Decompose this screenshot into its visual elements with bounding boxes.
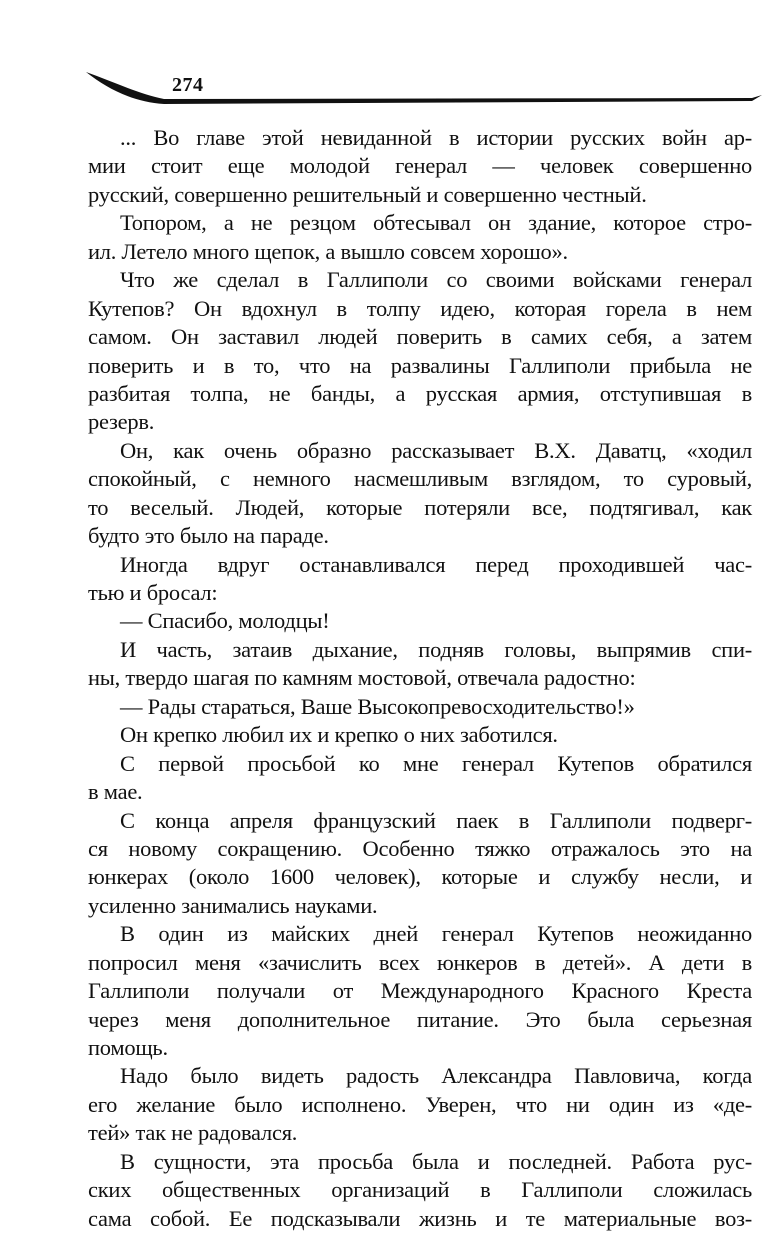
text-line: резерв. — [88, 409, 155, 435]
text-line: спокойный, с немного насмешливым взглядом, то суровый, — [88, 466, 752, 492]
text-line: ских общественных организаций в Галлиполи сложилась — [88, 1177, 752, 1203]
paragraph — [88, 1062, 752, 1147]
page-number: 274 — [172, 74, 204, 96]
text-line: мии стоит еще молодой генерал — человек совершенно — [88, 153, 752, 179]
text-line: Он, как очень образно рассказывает В.Х. Даватц, «ходил — [120, 437, 752, 463]
paragraph — [88, 750, 752, 807]
page-header — [0, 0, 782, 110]
text-line: русский, совершенно решительный и совершенно честный. — [88, 181, 647, 207]
text-line: С первой просьбой ко мне генерал Кутепов обратился — [120, 750, 752, 776]
paragraph — [88, 607, 752, 635]
text-line: в мае. — [88, 779, 143, 805]
paragraph — [88, 1148, 752, 1233]
paragraph — [88, 807, 752, 921]
text-line: Кутепов? Он вдохнул в толпу идею, которая горела в нем — [88, 295, 752, 321]
paragraph — [88, 920, 752, 1062]
paragraph — [88, 437, 752, 551]
text-line: Надо было видеть радость Александра Павловича, когда — [120, 1063, 752, 1089]
text-line: будто это было на параде. — [88, 523, 329, 549]
text-line: самом. Он заставил людей поверить в самих себя, а затем — [88, 324, 752, 350]
paragraph — [88, 209, 752, 266]
body-text — [88, 124, 752, 1233]
text-line: разбитая толпа, не банды, а русская армия, отступившая в — [88, 380, 752, 406]
paragraph — [88, 124, 752, 209]
text-line: тей» так не радовался. — [88, 1120, 298, 1146]
text-line: Он крепко любил их и крепко о них заботился. — [120, 722, 558, 748]
text-line: В сущности, эта просьба была и последней. Работа рус- — [120, 1148, 752, 1174]
text-line: Иногда вдруг останавливался перед проходившей час- — [120, 551, 752, 577]
text-line: — Спасибо, молодцы! — [120, 608, 330, 634]
paragraph — [88, 721, 752, 749]
text-line: ... Во главе этой невиданной в истории русских войн ар- — [120, 125, 752, 150]
paragraph — [88, 266, 752, 437]
text-line: юнкерах (около 1600 человек), которые и службу несли, и — [88, 864, 752, 890]
text-line: тью и бросал: — [88, 580, 218, 605]
text-line: попросил меня «зачислить всех юнкеров в детей». А дети в — [88, 949, 752, 975]
text-line: И часть, затаив дыхание, подняв головы, выпрямив спи- — [120, 636, 752, 662]
text-line: сама собой. Ее подсказывали жизнь и те материальные воз- — [88, 1205, 752, 1231]
text-line: через меня дополнительное питание. Это была серьезная — [88, 1006, 752, 1032]
text-line: его желание было исполнено. Уверен, что ни один из «де- — [88, 1091, 752, 1117]
text-line: Галлиполи получали от Международного Красного Креста — [88, 978, 752, 1004]
text-line: помощь. — [88, 1035, 168, 1060]
text-line: ил. Летело много щепок, а вышло совсем хорошо». — [88, 238, 568, 264]
text-line: поверить и в то, что на развалины Галлиполи прибыла не — [88, 352, 752, 378]
text-line: В один из майских дней генерал Кутепов неожиданно — [120, 921, 752, 947]
text-line: то веселый. Людей, которые потеряли все, подтягивал, как — [88, 494, 752, 520]
paragraph — [88, 636, 752, 693]
paragraph — [88, 551, 752, 608]
text-line: Топором, а не резцом обтесывал он здание, которое стро- — [120, 210, 752, 236]
text-line: ны, твердо шагая по камням мостовой, отвечала радостно: — [88, 665, 636, 691]
text-line: — Рады стараться, Ваше Высокопревосходительство!» — [120, 693, 635, 719]
text-line: усиленно занимались науками. — [88, 892, 378, 918]
text-line: ся новому сокращению. Особенно тяжко отражалось это на — [88, 835, 752, 861]
text-line: С конца апреля французский паек в Галлиполи подверг- — [120, 807, 752, 833]
text-line: Что же сделал в Галлиполи со своими войсками генерал — [120, 267, 752, 293]
paragraph — [88, 693, 752, 721]
